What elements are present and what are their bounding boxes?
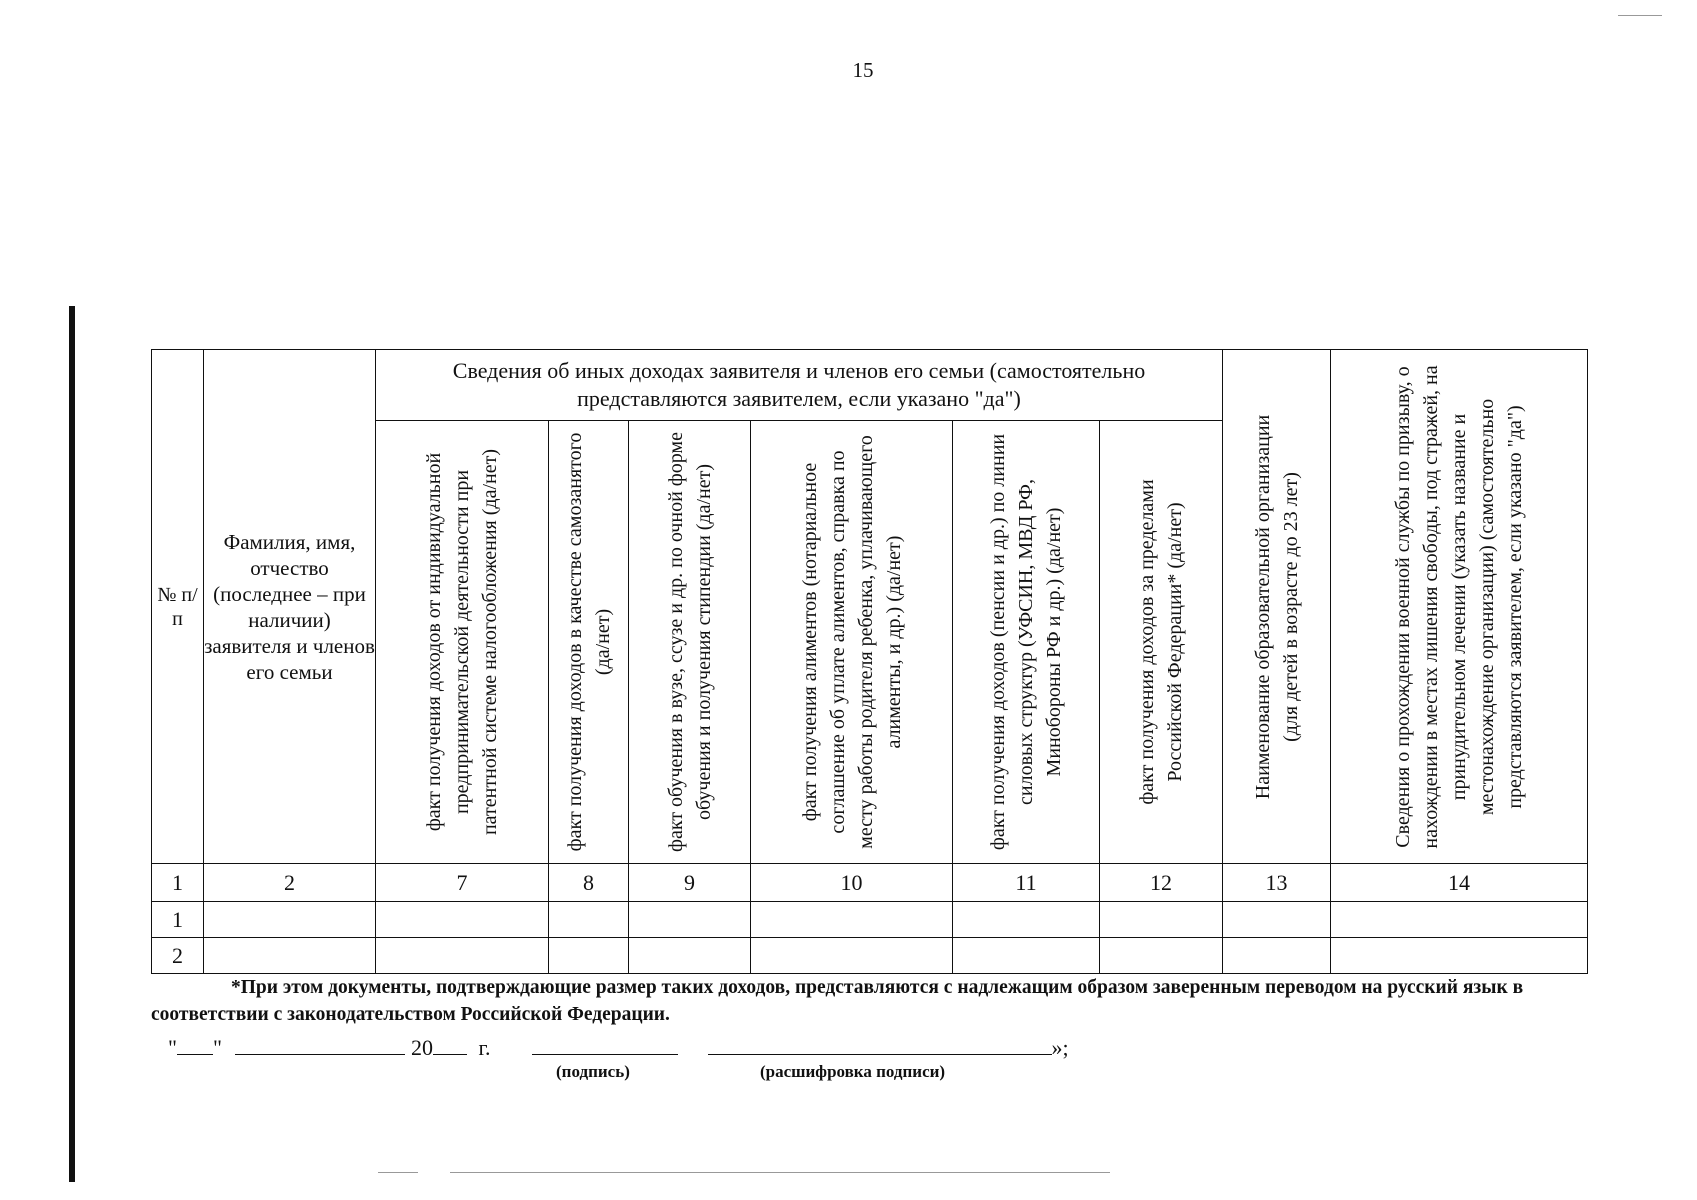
header-education-org (1223, 350, 1331, 864)
table-cell[interactable] (376, 902, 549, 938)
date-quote-open: " (168, 1035, 177, 1060)
table-cell[interactable] (629, 902, 751, 938)
scan-mark (450, 1172, 1110, 1173)
header-military-service-text: Сведения о прохождении военной службы по призыву, о нахождении в местах лишения свободы, под стражей, на принудительном лечении (указать название и местонахождение организации) (самостоятельно представляются заявителем, если указано "да") (1392, 364, 1526, 849)
column-number: 11 (953, 864, 1100, 902)
table-cell[interactable] (1331, 938, 1588, 974)
table-cell[interactable] (1223, 902, 1331, 938)
signature-caption: (подпись) (556, 1062, 630, 1081)
signature-end: »; (1051, 1035, 1069, 1060)
row-number: 2 (152, 938, 204, 974)
header-full-name: Фамилия, имя, отчество (последнее – при наличии) заявителя и членов его семьи (204, 350, 376, 864)
table-cell[interactable] (549, 938, 629, 974)
signature-line (168, 1034, 1069, 1061)
table-cell[interactable] (549, 902, 629, 938)
scan-mark (378, 1172, 418, 1173)
page-number: 15 (852, 58, 874, 82)
table-row (152, 938, 1588, 974)
column-number: 12 (1100, 864, 1223, 902)
column-number: 7 (376, 864, 549, 902)
year-suffix: г. (478, 1035, 491, 1060)
header-alimony-text: факт получения алиментов (нотариальное соглашение об уплате алиментов, справка по месту работы родителя ребенка, уплачивающего алименты, и др.) (да/нет) (798, 435, 905, 849)
column-number: 10 (751, 864, 953, 902)
month-field[interactable] (235, 1034, 405, 1055)
header-security-income (953, 421, 1100, 864)
scan-mark (1618, 15, 1662, 16)
header-self-employed (549, 421, 629, 864)
table-cell[interactable] (376, 938, 549, 974)
header-patent-income-text: факт получения доходов от индивидуальной предпринимательской деятельности при патентной системе налогообложения (да/нет) (423, 448, 501, 836)
header-self-employed-text: факт получения доходов в качестве самозанятого (да/нет) (563, 432, 614, 852)
header-military-service (1331, 350, 1588, 864)
signature-decode-caption: (расшифровка подписи) (760, 1062, 946, 1081)
scan-edge-bar (69, 306, 75, 1182)
table-cell[interactable] (1331, 902, 1588, 938)
header-security-income-text: факт получения доходов (пенсии и др.) по линии силовых структур (УФСИН, МВД РФ, Минобороны РФ и др.) (да/нет) (987, 433, 1065, 851)
table-row (152, 902, 1588, 938)
header-foreign-income-text: факт получения доходов за пределами Российской Федерации* (да/нет) (1136, 479, 1186, 805)
header-other-income-group: Сведения об иных доходах заявителя и членов его семьи (самостоятельно представляются заявителем, если указано "да") (376, 350, 1223, 421)
table-cell[interactable] (953, 938, 1100, 974)
year-prefix: 20 (410, 1035, 433, 1060)
header-alimony (751, 421, 953, 864)
table-cell[interactable] (1100, 938, 1223, 974)
table-cell[interactable] (204, 938, 376, 974)
column-numbers-row (152, 864, 1588, 902)
header-education-stipend-text: факт обучения в вузе, ссузе и др. по очной форме обучения и получения стипендии (да/нет) (664, 432, 715, 852)
column-number: 9 (629, 864, 751, 902)
date-quote-close: " (212, 1035, 222, 1060)
income-table (151, 349, 1588, 974)
column-number: 13 (1223, 864, 1331, 902)
header-patent-income (376, 421, 549, 864)
table-cell[interactable] (629, 938, 751, 974)
column-number: 8 (549, 864, 629, 902)
signature-decode-field[interactable] (708, 1034, 1052, 1055)
table-cell[interactable] (953, 902, 1100, 938)
header-education-stipend (629, 421, 751, 864)
header-np: № п/п (152, 350, 204, 864)
table-cell[interactable] (751, 938, 953, 974)
column-number: 2 (204, 864, 376, 902)
signature-field[interactable] (532, 1034, 678, 1055)
footnote: *При этом документы, подтверждающие размер таких доходов, представляются с надлежащим образом заверенным переводом на русский язык в соответствии с законодательством Российской Федерации. (151, 977, 1524, 1025)
table-cell[interactable] (751, 902, 953, 938)
table-cell[interactable] (1100, 902, 1223, 938)
year-field[interactable] (433, 1034, 467, 1055)
table-cell[interactable] (204, 902, 376, 938)
day-field[interactable] (177, 1034, 213, 1055)
header-education-org-text: Наименование образовательной организации (для детей в возрасте до 23 лет) (1251, 414, 1302, 799)
header-foreign-income (1100, 421, 1223, 864)
row-number: 1 (152, 902, 204, 938)
column-number: 1 (152, 864, 204, 902)
column-number: 14 (1331, 864, 1588, 902)
table-cell[interactable] (1223, 938, 1331, 974)
